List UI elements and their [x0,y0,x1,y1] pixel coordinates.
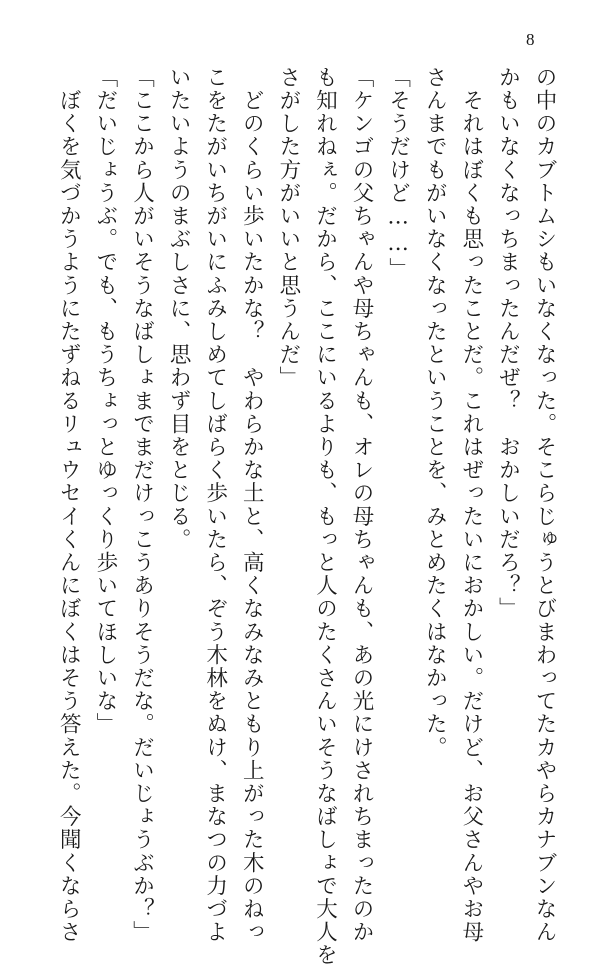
text-line: こをたがいちがいにふみしめてしばらく歩いたら、ぞう木林をぬけ、まなつの力づよ [202,66,228,944]
text-line: も知れねぇ。だから、ここにいるよりも、もっと人のたくさんいそうなばしょで大人を [312,66,338,967]
text-line: ぼくを気づかうようにたずねるリュウセイくんにぼくはそう答えた。今聞くならさ [56,66,82,944]
text-line: さがした方がいいと思うんだ」 [275,66,301,390]
vertical-text-body [56,66,560,967]
page-number: 8 [526,30,535,49]
text-line: さんまでもがいなくなったということを、みとめたくはなかった。 [422,66,448,759]
text-line: どのくらい歩いたかな？ やわらかな土と、高くなみなみともり上がった木のねっ [239,66,265,944]
text-line: 「ここから人がいそうなばしょまでまだけっこうありそうだな。だいじょうぶか？」 [129,66,155,944]
text-line: 「ケンゴの父ちゃんや母ちゃんも、オレの母ちゃんも、あの光にけされちまったのか [349,66,375,944]
text-line: それはぼくも思ったことだ。これはぜったいにおかしい。だけど、お父さんやお母 [458,66,484,944]
text-line: 「そうだけど……」 [385,66,411,281]
text-line: の中のカブトムシもいなくなった。そこらじゅうとびまわってたカやらカナブンなん [532,66,557,944]
text-line: かもいなくなっちまったんだぜ？ おかしいだろ？」 [495,66,521,621]
text-line: いたいようのまぶしさに、思わず目をとじる。 [166,66,192,552]
text-line: 「だいじょうぶ。でも、もうちょっとゆっくり歩いてほしいな」 [92,66,118,736]
